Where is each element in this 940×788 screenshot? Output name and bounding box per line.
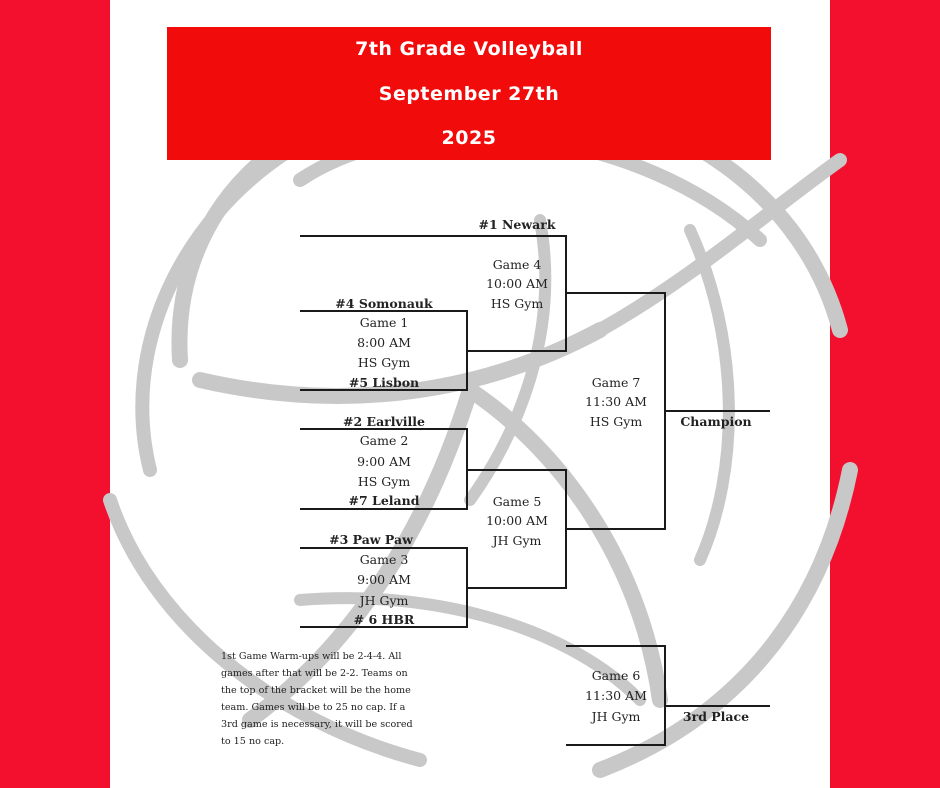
left-red-border — [0, 0, 110, 788]
game1-name: Game 1 — [359, 315, 409, 330]
game3-name: Game 3 — [359, 552, 409, 567]
team-newark: #1 Newark — [478, 217, 556, 232]
game6-place: JH Gym — [591, 709, 641, 724]
game6-name: Game 6 — [591, 668, 641, 683]
team-earlville: #2 Earlville — [343, 414, 425, 429]
game2-time: 9:00 AM — [357, 454, 411, 469]
game5-name: Game 5 — [492, 494, 542, 509]
team-leland: #7 Leland — [348, 493, 420, 508]
rules-note: 1st Game Warm-ups will be 2-4-4. All games after that will be 2-2. Teams on the top of the bracket will be the home team. Games will be to 25 no cap. If a 3rd game is necessary, it will be scored to 15 no cap. — [221, 651, 413, 747]
game7-place: HS Gym — [589, 414, 643, 429]
game2-place: HS Gym — [357, 474, 411, 489]
game1-place: HS Gym — [357, 355, 411, 370]
banner-title: 7th Grade Volleyball — [355, 38, 583, 60]
game5-time: 10:00 AM — [486, 513, 548, 528]
game5-place: JH Gym — [492, 533, 542, 548]
game7-time: 11:30 AM — [585, 394, 647, 409]
right-red-border — [830, 0, 940, 788]
team-lisbon: #5 Lisbon — [348, 375, 420, 390]
champion-label: Champion — [680, 414, 752, 429]
banner-year: 2025 — [441, 127, 497, 149]
team-paw-paw: #3 Paw Paw — [329, 532, 413, 547]
team-somonauk: #4 Somonauk — [335, 296, 433, 311]
game6-time: 11:30 AM — [585, 688, 647, 703]
team-hbr: # 6 HBR — [353, 612, 415, 627]
game3-place: JH Gym — [359, 593, 409, 608]
game7-name: Game 7 — [591, 375, 641, 390]
game1-time: 8:00 AM — [357, 335, 411, 350]
game2-name: Game 2 — [359, 433, 409, 448]
third-place-label: 3rd Place — [682, 709, 750, 724]
game4-place: HS Gym — [490, 296, 544, 311]
game4-time: 10:00 AM — [486, 276, 548, 291]
game4-name: Game 4 — [492, 257, 542, 272]
banner-date: September 27th — [378, 83, 560, 105]
game3-time: 9:00 AM — [357, 572, 411, 587]
